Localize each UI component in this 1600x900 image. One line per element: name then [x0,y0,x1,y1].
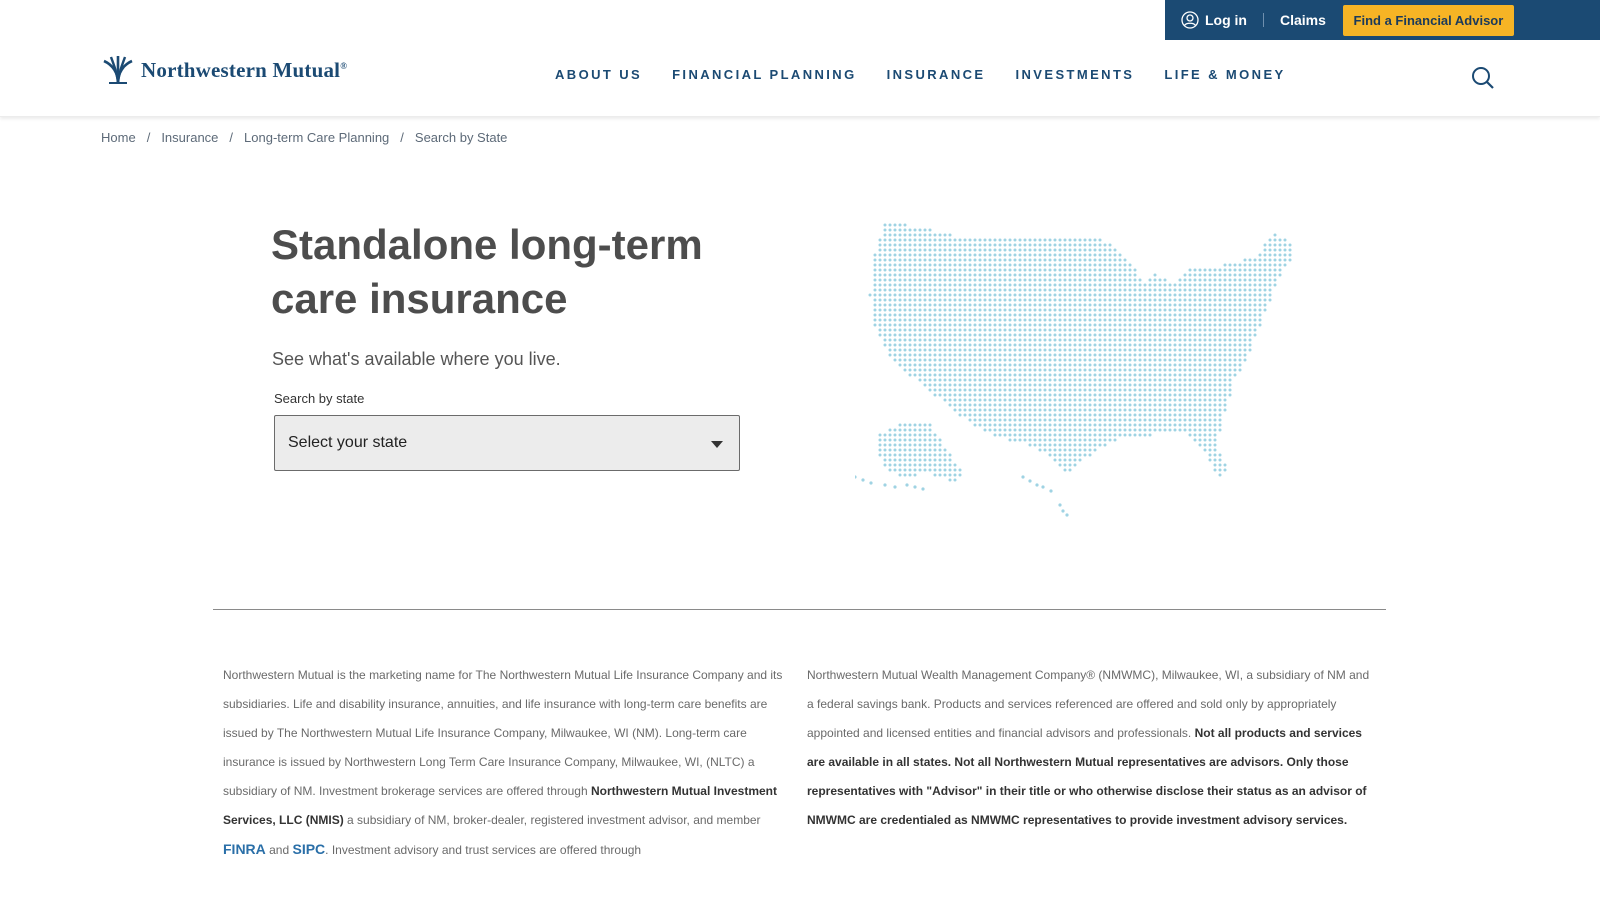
disclosure-left: Northwestern Mutual is the marketing name for The Northwestern Mutual Life Insurance Company and its subsidiaries. Life and disability insurance, annuities, and life insurance with long-term care benefits are issued by The Northwestern Mutual Life Insurance Company, Milwaukee, WI (NM). Long-term care insurance is issued by Northwestern Long Term Care Insurance Company, Milwaukee, WI, (NLTC) a subsidiary of NM. Investment brokerage services are offered through Northwestern Mutual Investment Services, LLC (NMIS) a subsidiary of NM, broker-dealer, registered investment advisor, and member FINRA and SIPC. Investment advisory and trust services are offered through [223,668,783,857]
breadcrumb-insurance[interactable]: Insurance [161,130,219,145]
claims-link[interactable]: Claims [1280,12,1326,28]
nav-investments[interactable]: INVESTMENTS [1015,67,1135,82]
breadcrumb-home[interactable]: Home [101,130,136,145]
state-select-value: Select your state [288,434,408,451]
nav-life-and-money[interactable]: LIFE & MONEY [1164,67,1286,82]
user-icon [1181,11,1199,29]
disclosure-right: Northwestern Mutual Wealth Management Company® (NMWMC), Milwaukee, WI, a subsidiary of NM and a federal savings bank. Products and services referenced are offered and sold only by appropriately appointed and licensed entities and financial advisors and professionals. Not all products and services are available in all states. Not all Northwestern Mutual representatives are advisors. Only those representatives with "Advisor" in their title or who otherwise disclose their status as an advisor of NMWMC are credentialed as NMWMC representatives to provide investment advisory services. [807,668,1370,827]
search-icon [1471,66,1495,90]
nav-insurance[interactable]: INSURANCE [886,67,986,82]
nav-financial-planning[interactable]: FINANCIAL PLANNING [672,67,857,82]
breadcrumb-current: Search by State [414,130,508,145]
breadcrumb [101,130,507,145]
caret-down-icon [711,441,723,448]
main-nav [555,67,1316,82]
breadcrumb-separator: / [400,130,404,145]
find-advisor-button[interactable]: Find a Financial Advisor [1343,5,1514,36]
sipc-link[interactable]: SIPC [292,841,326,857]
login-link[interactable] [1181,11,1247,29]
finra-link[interactable]: FINRA [223,841,266,857]
breadcrumb-ltc-planning[interactable]: Long-term Care Planning [244,130,390,145]
section-divider [213,609,1386,610]
logo[interactable] [101,55,347,85]
logo-mark-icon [101,55,135,85]
us-dot-map [855,215,1310,535]
logo-text: Northwestern Mutual® [141,57,348,82]
state-select-label: Search by state [274,391,365,406]
page-subtitle: See what's available where you live. [272,349,561,369]
nmis-name: Northwestern Mutual Investment Services, LLC (NMIS) [223,784,777,827]
utility-divider [1263,13,1264,27]
breadcrumb-separator: / [229,130,234,145]
nav-about-us[interactable]: ABOUT US [555,67,643,82]
breadcrumb-separator: / [146,130,151,145]
utility-bar [1165,0,1600,40]
state-select[interactable] [274,415,740,471]
page-title: Standalone long-term care insurance [271,221,703,322]
search-button[interactable] [1471,66,1495,90]
login-label: Log in [1205,12,1247,28]
